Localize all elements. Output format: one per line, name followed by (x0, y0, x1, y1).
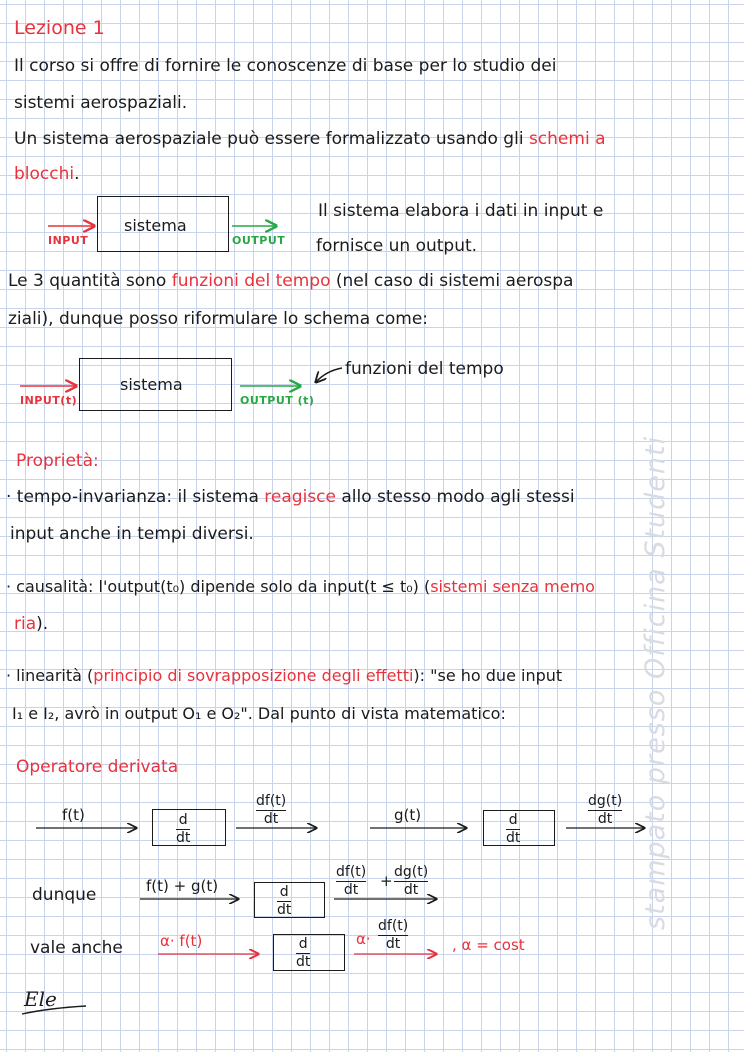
input-sum: f(t) + g(t) (146, 877, 219, 895)
input-label: INPUT (48, 234, 89, 247)
quantities-line-2: ziali), dunque posso riformulare lo schema come: (8, 309, 429, 329)
dunque-label: dunque (32, 885, 97, 905)
watermark: stampato presso Officina Studenti (640, 435, 671, 930)
system-block-label: sistema (124, 216, 187, 235)
highlight-text: sistemi senza memo (430, 577, 595, 596)
derivative-operator: d dt (506, 812, 521, 846)
time-functions-note: funzioni del tempo (345, 359, 504, 379)
highlight-text: schemi a (528, 129, 606, 149)
linearity-line-1: · linearità (principio di sovrapposizione degli effetti): "se ho due input (6, 666, 563, 685)
derivative-operator: d dt (277, 884, 292, 918)
alpha-factor: α· (356, 930, 371, 948)
output-dg-sum: dg(t) dt (394, 864, 429, 898)
time-invariance-line-1: · tempo-invarianza: il sistema reagisce allo stesso modo agli stessi (6, 487, 575, 507)
output-label: OUTPUT (t) (240, 394, 315, 407)
derivative-operator: d dt (296, 936, 311, 970)
output-df-sum: df(t) dt (336, 864, 367, 898)
output-df: df(t) dt (256, 793, 287, 827)
operator-heading: Operatore derivata (16, 757, 179, 777)
highlight-text: reagisce (264, 487, 336, 507)
properties-heading: Proprietà: (16, 451, 99, 471)
input-label: INPUT(t) (20, 394, 78, 407)
input-g: g(t) (394, 806, 422, 824)
highlight-text: funzioni del tempo (171, 271, 331, 291)
input-scaled: α· f(t) (160, 932, 203, 950)
causality-line-1: · causalità: l'output(t₀) dipende solo da input(t ≤ t₀) (sistemi senza memo (6, 577, 595, 596)
lesson-title: Lezione 1 (14, 17, 105, 39)
time-invariance-line-2: input anche in tempi diversi. (10, 524, 254, 544)
plus-sign: + (380, 872, 393, 890)
derivative-operator: d dt (176, 812, 191, 846)
diagram-description-2: fornisce un output. (316, 236, 478, 256)
linearity-line-2: I₁ e I₂, avrò in output O₁ e O₂". Dal punto di vista matematico: (12, 704, 506, 723)
system-block-label: sistema (120, 375, 183, 394)
intro-line-1: Il corso si offre di fornire le conoscenze di base per lo studio dei (14, 56, 557, 76)
output-scaled: df(t) dt (378, 918, 409, 952)
output-dg: dg(t) dt (588, 793, 623, 827)
input-f: f(t) (62, 806, 85, 824)
alpha-constant: , α = cost (452, 936, 525, 954)
output-label: OUTPUT (232, 234, 286, 247)
vale-anche-label: vale anche (30, 938, 123, 958)
highlight-text: principio di sovrapposizione degli effetti (93, 666, 414, 685)
signature: Ele (24, 987, 57, 1011)
highlight-text: blocchi (14, 164, 75, 184)
highlight-text: ria (14, 614, 37, 634)
intro-line-4: blocchi. (14, 164, 80, 184)
intro-line-2: sistemi aerospaziali. (14, 93, 188, 113)
note-arrow (316, 368, 342, 382)
intro-line-3: Un sistema aerospaziale può essere formalizzato usando gli schemi a (14, 129, 606, 149)
causality-line-2: ria). (14, 614, 49, 634)
quantities-line-1: Le 3 quantità sono funzioni del tempo (nel caso di sistemi aerospa (8, 271, 574, 291)
diagram-description-1: Il sistema elabora i dati in input e (318, 201, 604, 221)
